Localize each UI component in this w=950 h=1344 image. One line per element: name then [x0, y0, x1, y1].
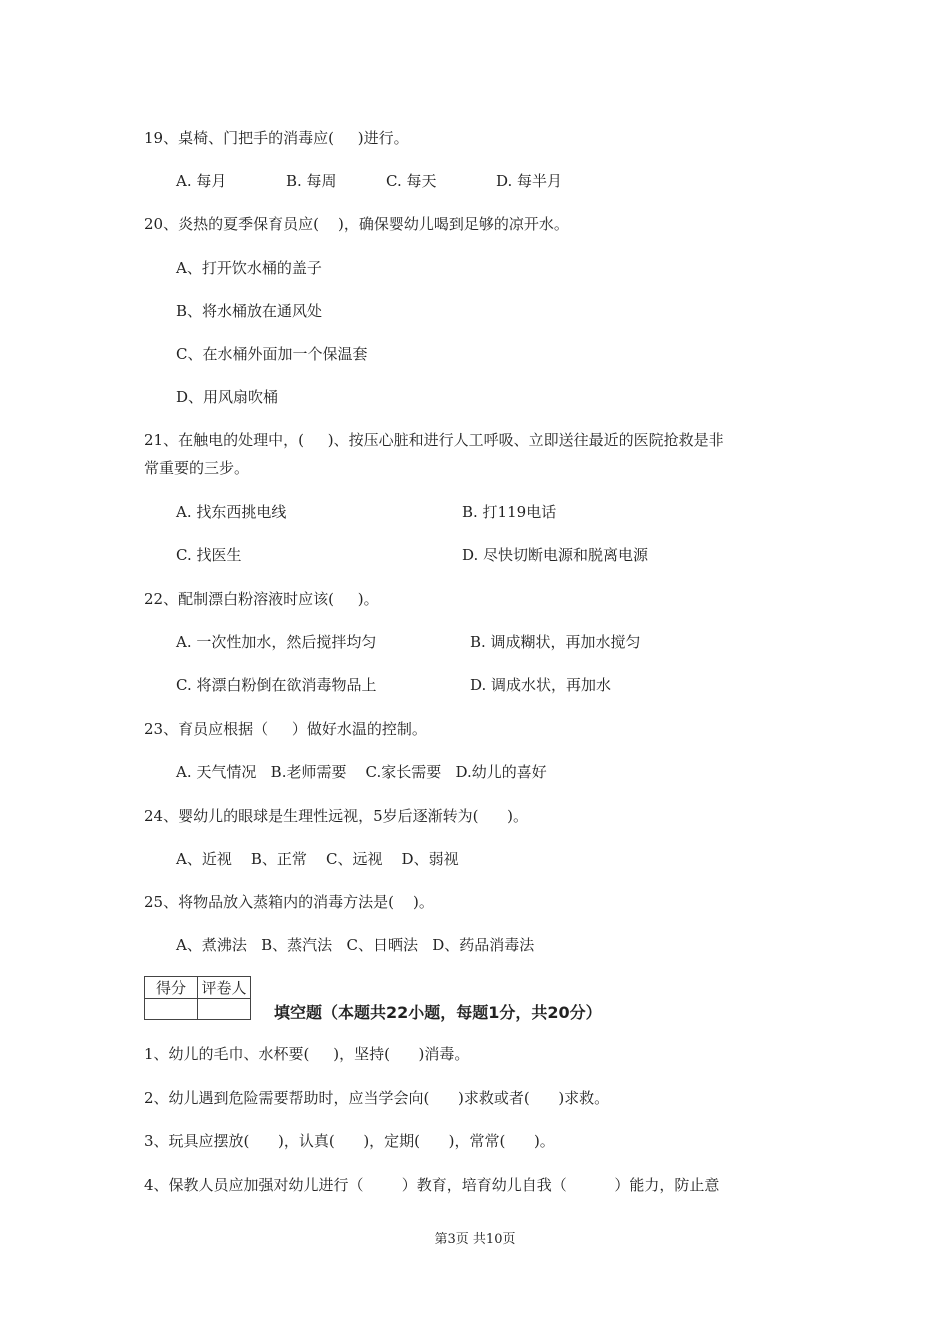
fill-question-1: 1、幼儿的毛巾、水杯要( )，坚持( )消毒。 — [144, 1045, 470, 1063]
question-23-stem: 23、育员应根据（ ）做好水温的控制。 — [144, 720, 427, 738]
page-number: 第3页 共10页 — [434, 1232, 516, 1247]
question-20-option-b: B、将水桶放在通风处 — [176, 302, 323, 320]
question-21-stem-line2: 常重要的三步。 — [144, 459, 250, 477]
question-22-option-a: A. 一次性加水，然后搅拌均匀 — [176, 633, 377, 651]
fill-question-3: 3、玩具应摆放( )，认真( )，定期( )，常常( )。 — [144, 1132, 555, 1150]
question-19-stem: 19、桌椅、门把手的消毒应( )进行。 — [144, 129, 409, 147]
question-22-option-d: D. 调成水状，再加水 — [470, 676, 612, 694]
section-title: 填空题（本题共22小题，每题1分，共20分） — [274, 1003, 602, 1022]
question-23-options: A. 天气情况 B.老师需要 C.家长需要 D.幼儿的喜好 — [176, 763, 547, 781]
question-21-option-a: A. 找东西挑电线 — [176, 503, 287, 521]
reviewer-cell — [198, 999, 251, 1020]
question-22-stem: 22、配制漂白粉溶液时应该( )。 — [144, 590, 379, 608]
question-19-option-a: A. 每月 — [176, 172, 227, 190]
question-20-option-d: D、用风扇吹桶 — [176, 388, 279, 406]
fill-question-2: 2、幼儿遇到危险需要帮助时，应当学会向( )求救或者( )求救。 — [144, 1089, 610, 1107]
question-19-option-b: B. 每周 — [286, 172, 337, 190]
question-24-options: A、近视 B、正常 C、远视 D、弱视 — [176, 850, 459, 868]
score-cell — [145, 999, 198, 1020]
question-22-option-b: B. 调成糊状，再加水搅匀 — [470, 633, 641, 651]
question-21-option-b: B. 打119电话 — [462, 503, 557, 521]
question-21-stem-line1: 21、在触电的处理中，( )、按压心脏和进行人工呼吸、立即送往最近的医院抢救是非 — [144, 431, 724, 449]
question-22-option-c: C. 将漂白粉倒在欲消毒物品上 — [176, 676, 377, 694]
question-25-options: A、煮沸法 B、蒸汽法 C、日晒法 D、药品消毒法 — [176, 936, 535, 954]
question-20-option-c: C、在水桶外面加一个保温套 — [176, 345, 368, 363]
question-19-option-d: D. 每半月 — [496, 172, 563, 190]
question-24-stem: 24、婴幼儿的眼球是生理性远视，5岁后逐渐转为( )。 — [144, 807, 528, 825]
score-label: 得分 — [145, 977, 198, 999]
score-table — [144, 976, 251, 1020]
fill-question-4: 4、保教人员应加强对幼儿进行（ ）教育，培育幼儿自我（ ）能力，防止意 — [144, 1176, 720, 1194]
question-21-option-d: D. 尽快切断电源和脱离电源 — [462, 546, 649, 564]
reviewer-label: 评卷人 — [198, 977, 251, 999]
question-20-option-a: A、打开饮水桶的盖子 — [176, 259, 322, 277]
question-25-stem: 25、将物品放入蒸箱内的消毒方法是( )。 — [144, 893, 434, 911]
question-20-stem: 20、炎热的夏季保育员应( )，确保婴幼儿喝到足够的凉开水。 — [144, 215, 569, 233]
question-21-option-c: C. 找医生 — [176, 546, 242, 564]
question-19-option-c: C. 每天 — [386, 172, 437, 190]
